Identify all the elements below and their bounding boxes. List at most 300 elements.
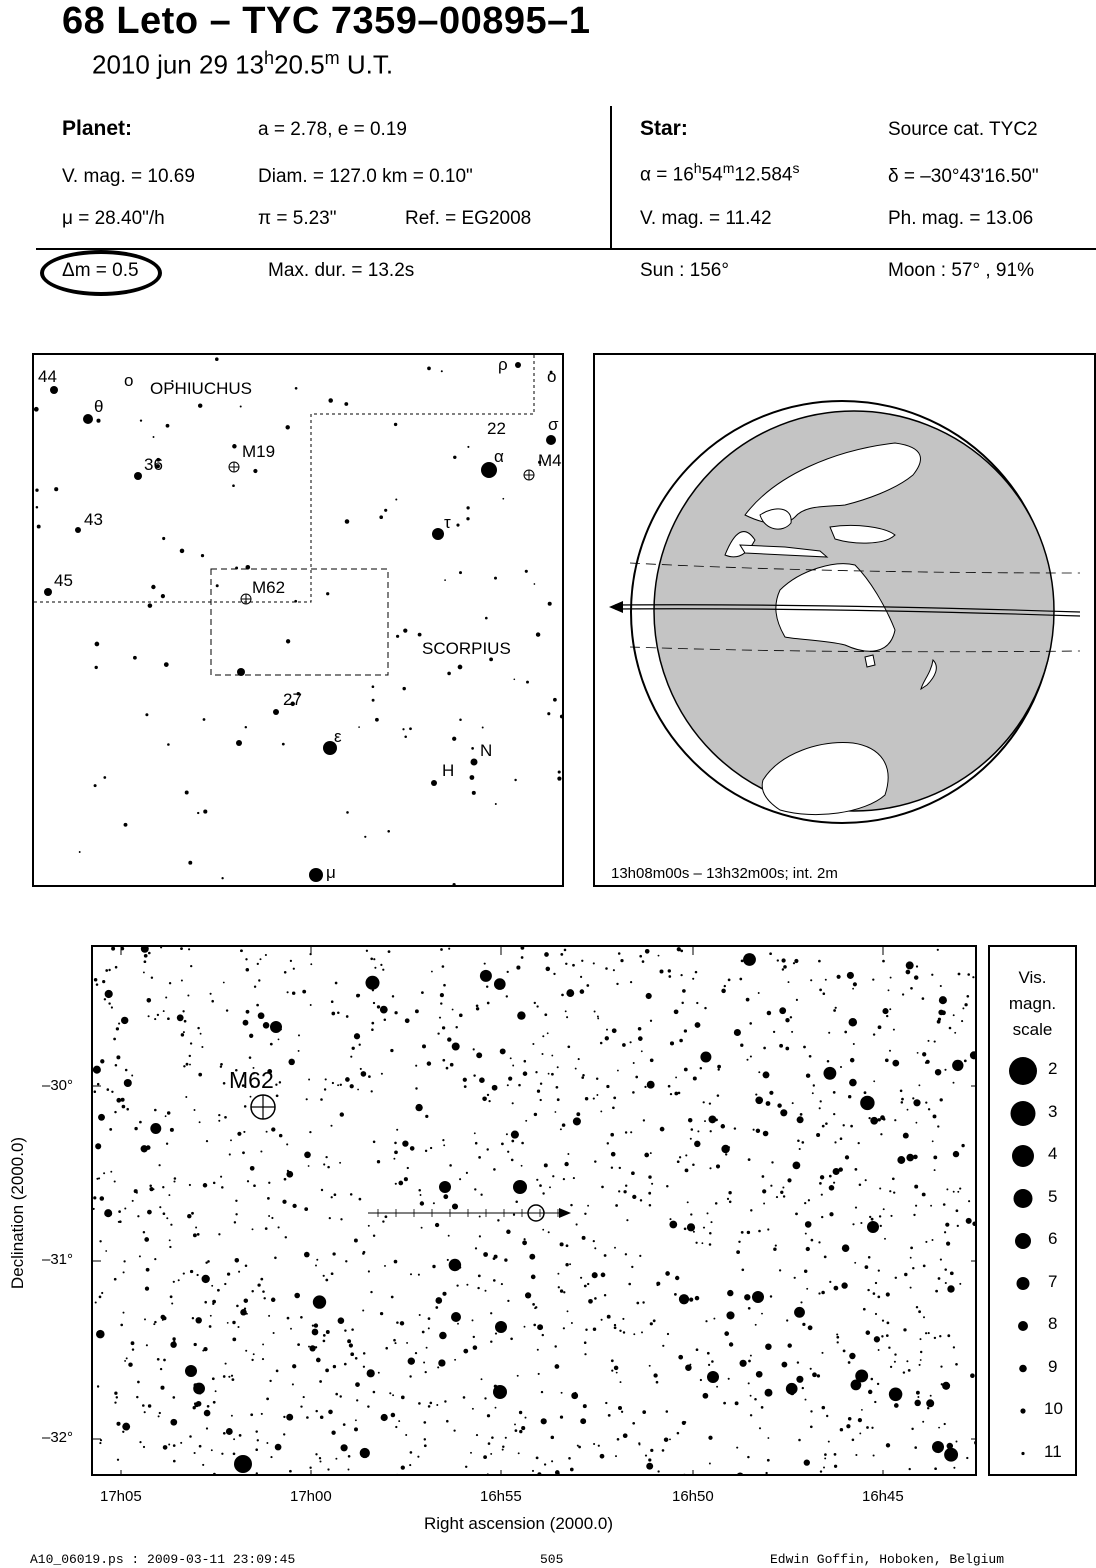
star <box>292 1383 294 1385</box>
star <box>245 1264 248 1267</box>
star <box>382 1220 384 1222</box>
star <box>894 1353 896 1355</box>
star <box>557 777 561 781</box>
star <box>701 1242 703 1244</box>
star <box>380 1006 388 1014</box>
star <box>449 1259 461 1271</box>
scale-dot <box>1020 1408 1025 1413</box>
star <box>350 1352 354 1356</box>
star <box>939 996 947 1004</box>
star <box>761 1406 764 1409</box>
star <box>739 978 742 981</box>
star-source: Source cat. TYC2 <box>888 119 1038 140</box>
star <box>377 1005 380 1008</box>
star <box>103 776 106 779</box>
star <box>363 1366 365 1368</box>
star <box>594 1247 596 1249</box>
star <box>592 1272 598 1278</box>
star <box>541 1053 543 1055</box>
star <box>617 1438 620 1441</box>
ra-tick-label: 16h45 <box>862 1488 904 1505</box>
star <box>836 1336 839 1339</box>
star <box>695 1242 697 1244</box>
star <box>215 357 219 361</box>
star <box>521 956 524 959</box>
star <box>479 1216 481 1218</box>
path-direction-arrow <box>609 601 623 613</box>
star <box>420 1194 422 1196</box>
star <box>168 1444 170 1446</box>
scale-dot <box>1009 1057 1037 1085</box>
star <box>827 1060 830 1063</box>
star <box>487 1473 489 1475</box>
star <box>202 1350 204 1352</box>
star <box>662 1345 664 1347</box>
star <box>510 1338 513 1341</box>
star <box>542 1035 544 1037</box>
star <box>446 1420 449 1423</box>
star <box>834 1453 837 1456</box>
star <box>944 1448 958 1462</box>
star <box>440 1002 442 1004</box>
star <box>108 969 110 971</box>
star <box>253 469 257 473</box>
star <box>114 1111 116 1113</box>
star <box>707 1212 709 1214</box>
star <box>449 1164 452 1167</box>
star <box>823 1067 836 1080</box>
star <box>151 976 153 978</box>
star <box>709 1232 712 1235</box>
star-label: σ <box>548 415 559 434</box>
star <box>693 1231 695 1233</box>
star <box>946 1242 950 1246</box>
star-chart <box>91 945 977 1476</box>
star <box>293 968 295 970</box>
star <box>120 1324 123 1327</box>
scale-dot <box>1011 1101 1036 1126</box>
star <box>940 985 942 987</box>
star <box>161 594 165 598</box>
star <box>526 681 529 684</box>
star <box>315 1453 317 1455</box>
star <box>170 1128 174 1132</box>
scale-dot <box>1014 1189 1033 1208</box>
star <box>384 1265 386 1267</box>
star <box>923 1265 926 1268</box>
star <box>644 1153 649 1158</box>
star <box>750 1055 752 1057</box>
star <box>124 1360 126 1362</box>
star <box>169 1246 171 1248</box>
star <box>638 1036 643 1041</box>
star <box>858 1142 860 1144</box>
star <box>974 1440 977 1445</box>
star <box>747 1456 749 1458</box>
star <box>417 1456 419 1458</box>
star <box>125 1069 128 1072</box>
star <box>432 528 444 540</box>
star <box>197 1233 200 1236</box>
star <box>696 1348 699 1351</box>
star <box>452 1009 454 1011</box>
star <box>451 1312 461 1322</box>
star <box>263 1022 270 1029</box>
star <box>198 1073 202 1077</box>
star <box>615 1204 618 1207</box>
star <box>373 1234 375 1236</box>
star <box>903 1133 909 1139</box>
star <box>218 1114 220 1116</box>
star <box>167 1017 170 1020</box>
star <box>513 1214 515 1216</box>
star <box>381 1414 388 1421</box>
star <box>692 1163 695 1166</box>
star <box>798 1439 801 1442</box>
star <box>142 1404 145 1407</box>
star <box>172 1337 175 1340</box>
star <box>442 1292 446 1296</box>
star <box>344 1363 347 1366</box>
scale-mag-label: 5 <box>1048 1187 1058 1206</box>
star <box>483 1455 487 1459</box>
star <box>154 1109 157 1112</box>
star <box>54 487 58 491</box>
star <box>860 1222 862 1224</box>
star <box>233 1452 236 1455</box>
star <box>236 740 242 746</box>
star <box>875 1313 877 1315</box>
star <box>218 1233 220 1235</box>
star <box>189 1055 191 1057</box>
star <box>419 1314 421 1316</box>
star <box>160 1386 164 1390</box>
star <box>187 1214 191 1218</box>
star <box>154 1321 156 1323</box>
star <box>738 1241 740 1243</box>
star <box>892 1060 899 1067</box>
star <box>794 1277 796 1279</box>
star <box>840 1066 842 1068</box>
star <box>518 1452 520 1454</box>
planet-motion: μ = 28.40"/h <box>62 208 165 229</box>
star <box>358 726 360 728</box>
star <box>163 1212 166 1215</box>
star <box>235 1258 240 1263</box>
star <box>396 635 399 638</box>
star <box>362 1252 365 1255</box>
star <box>517 1011 525 1019</box>
star <box>312 1325 314 1327</box>
star <box>736 1250 740 1254</box>
star <box>630 1041 632 1043</box>
star <box>396 1474 399 1476</box>
star <box>452 1043 460 1051</box>
star <box>132 1348 134 1350</box>
star <box>580 1277 582 1279</box>
star <box>148 603 153 608</box>
star <box>235 1200 237 1202</box>
star <box>724 1331 729 1336</box>
star-ra: $\alpha = 16^h54^m12.584^s$ <box>640 160 800 186</box>
star <box>746 1059 748 1061</box>
star <box>665 1271 670 1276</box>
star <box>368 1075 371 1078</box>
star <box>758 1230 761 1233</box>
star <box>536 632 540 636</box>
star <box>741 1268 744 1271</box>
star <box>823 1467 825 1469</box>
star-label: α <box>494 447 504 466</box>
star <box>223 1432 226 1435</box>
star <box>859 1184 862 1187</box>
star <box>463 1349 468 1354</box>
star <box>98 1114 105 1121</box>
star <box>912 1097 914 1099</box>
star <box>748 1360 751 1363</box>
star <box>169 1239 171 1241</box>
star <box>233 1438 235 1440</box>
star <box>911 1428 913 1430</box>
star <box>725 1153 727 1155</box>
star <box>173 1444 176 1447</box>
star <box>415 1087 417 1089</box>
star <box>204 1301 207 1304</box>
star <box>425 1150 427 1152</box>
star <box>914 1446 917 1449</box>
sun-elongation: Sun : 156° <box>640 260 729 281</box>
star <box>94 1090 97 1093</box>
star <box>687 1201 689 1203</box>
scale-mag-label: 6 <box>1048 1229 1058 1248</box>
star <box>109 1128 112 1131</box>
star <box>220 1063 223 1066</box>
scale-mag-label: 9 <box>1048 1357 1058 1376</box>
star <box>188 948 190 950</box>
star <box>850 1125 853 1128</box>
star-label: ε <box>334 727 342 746</box>
star <box>350 1056 352 1058</box>
star <box>833 1182 835 1184</box>
star <box>242 1151 245 1154</box>
star <box>825 979 827 981</box>
star <box>763 1131 769 1137</box>
star <box>884 1238 886 1240</box>
star <box>843 1350 846 1353</box>
star <box>185 1096 187 1098</box>
star <box>920 1359 922 1361</box>
star <box>372 685 375 688</box>
star <box>283 1433 285 1435</box>
star <box>567 1045 570 1048</box>
star <box>557 1273 559 1275</box>
star <box>758 992 760 994</box>
star <box>273 709 279 715</box>
detail-area-frame <box>211 569 388 675</box>
star <box>531 1275 536 1280</box>
star <box>864 1091 867 1094</box>
star <box>820 1100 822 1102</box>
star <box>329 1217 331 1219</box>
star <box>848 1361 851 1364</box>
star <box>230 1139 232 1141</box>
star <box>777 1103 781 1107</box>
star <box>348 1469 350 1471</box>
star <box>648 1175 651 1178</box>
star <box>633 1333 635 1335</box>
star <box>763 1203 765 1205</box>
star <box>631 1266 633 1268</box>
star <box>211 1000 214 1003</box>
star <box>756 1129 760 1133</box>
star <box>563 1291 565 1293</box>
star <box>177 1014 184 1021</box>
star <box>704 1120 706 1122</box>
star <box>118 1221 120 1223</box>
star <box>944 1268 947 1271</box>
star <box>187 994 189 996</box>
star <box>483 1252 488 1257</box>
star <box>203 1183 208 1188</box>
star <box>620 959 623 962</box>
star <box>937 1020 941 1024</box>
star-label: ο <box>124 371 134 390</box>
star <box>931 974 933 976</box>
star <box>282 743 285 746</box>
star <box>283 1416 285 1418</box>
ra-tick-label: 17h05 <box>100 1488 142 1505</box>
star <box>459 1178 461 1180</box>
star <box>689 1298 693 1302</box>
star <box>314 1323 318 1327</box>
star <box>479 1077 485 1083</box>
star <box>561 1392 563 1394</box>
star <box>810 979 812 981</box>
star <box>513 1180 527 1194</box>
star <box>648 1458 651 1461</box>
star <box>871 1218 874 1221</box>
star <box>631 1171 635 1175</box>
star <box>727 1198 729 1200</box>
star <box>767 1011 772 1016</box>
star <box>326 592 329 595</box>
star <box>228 1376 230 1378</box>
star <box>209 1325 212 1328</box>
star <box>456 524 459 527</box>
star <box>166 1143 168 1145</box>
star <box>331 1272 334 1275</box>
star <box>765 1343 772 1350</box>
star <box>421 991 424 994</box>
star <box>886 1334 889 1337</box>
star <box>563 1327 565 1329</box>
star <box>523 1071 528 1076</box>
star <box>791 1031 793 1033</box>
star <box>355 1419 357 1421</box>
star <box>365 976 379 990</box>
star <box>354 1033 360 1039</box>
star <box>886 1015 888 1017</box>
star <box>606 1085 609 1088</box>
star <box>573 1177 575 1179</box>
star <box>539 1184 542 1187</box>
star <box>141 1145 148 1152</box>
star <box>600 1110 602 1112</box>
star <box>585 1097 588 1100</box>
star <box>657 1284 659 1286</box>
star <box>421 1227 423 1229</box>
star <box>435 1223 439 1227</box>
star <box>668 975 671 978</box>
star <box>678 1092 681 1095</box>
star <box>709 1463 711 1465</box>
star <box>942 1382 950 1390</box>
star <box>487 1414 490 1417</box>
star <box>319 1457 321 1459</box>
star <box>180 947 183 950</box>
star <box>918 1084 920 1086</box>
star <box>308 1079 310 1081</box>
star <box>321 1189 323 1191</box>
star <box>628 1283 631 1286</box>
scale-dot <box>1012 1145 1034 1167</box>
star <box>920 1338 922 1340</box>
star <box>922 1052 926 1056</box>
star <box>501 1283 503 1285</box>
star <box>829 1175 832 1178</box>
star <box>357 1089 359 1091</box>
star <box>605 967 608 970</box>
star <box>703 1393 709 1399</box>
star <box>804 1459 810 1465</box>
star <box>845 1155 849 1159</box>
star <box>439 1017 441 1019</box>
star <box>937 1125 939 1127</box>
star <box>560 715 564 719</box>
star <box>593 962 595 964</box>
star <box>557 1098 560 1101</box>
star <box>422 1331 425 1334</box>
star <box>783 1195 785 1197</box>
star <box>940 1259 942 1261</box>
star <box>724 985 726 987</box>
star <box>618 952 621 955</box>
star <box>779 1269 781 1271</box>
star <box>226 1009 228 1011</box>
star <box>478 1275 481 1278</box>
star <box>560 953 563 956</box>
star <box>812 1372 817 1377</box>
star <box>368 1225 370 1227</box>
star <box>810 1410 812 1412</box>
star <box>613 1097 616 1100</box>
star <box>169 982 171 984</box>
star <box>587 1283 589 1285</box>
star <box>804 1202 806 1204</box>
star <box>487 1094 489 1096</box>
star <box>256 1004 259 1007</box>
star <box>366 950 368 952</box>
star <box>932 1239 934 1241</box>
star <box>473 1336 475 1338</box>
star <box>695 1296 700 1301</box>
star <box>726 1311 734 1319</box>
star <box>802 1387 804 1389</box>
star <box>669 1221 677 1229</box>
star <box>820 1175 824 1179</box>
star <box>954 1032 956 1034</box>
star <box>821 1194 823 1196</box>
